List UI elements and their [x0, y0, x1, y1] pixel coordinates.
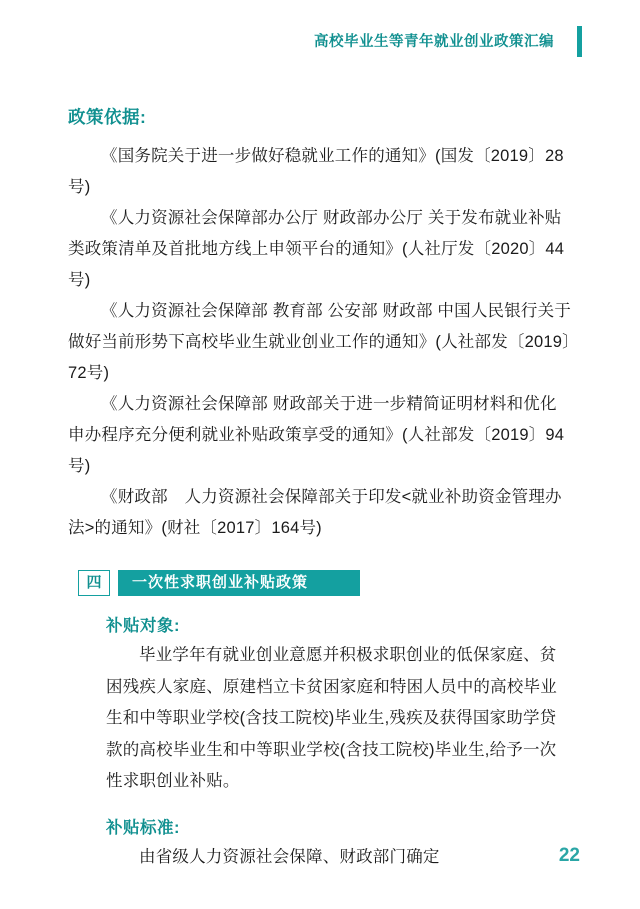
page-header [0, 30, 640, 64]
chapter-number: 四 [78, 570, 110, 596]
policy-basis-item: 《人力资源社会保障部 财政部关于进一步精简证明材料和优化申办程序充分便利就业补贴政策享受的通知》(人社部发〔2019〕94号) [68, 395, 565, 475]
subsection-text: 由省级人力资源社会保障、财政部门确定 [139, 847, 440, 866]
subsection-text: 毕业学年有就业创业意愿并积极求职创业的低保家庭、贫困残疾人家庭、原建档立卡贫困家庭和特困人员中的高校毕业生和中等职业学校(含技工院校)毕业生,残疾及获得国家助学贷款的高校毕业生和中等职业学校(含技工院校)毕业生,给予一次性求职创业补贴。 [106, 646, 557, 790]
page-number: 22 [558, 845, 580, 866]
policy-basis-item: 《财政部 人力资源社会保障部关于印发<就业补助资金管理办法>的通知》(财社〔2017〕164号) [68, 488, 562, 537]
subsection-body-standard [106, 842, 558, 874]
subsection-title-eligibility: 补贴对象: [106, 617, 180, 635]
header-accent-bar [577, 26, 582, 57]
chapter-header [68, 570, 572, 596]
chapter-title: 一次性求职创业补贴政策 [132, 574, 309, 591]
header-title: 高校毕业生等青年就业创业政策汇编 [314, 34, 554, 50]
policy-basis-heading: 政策依据: [68, 107, 147, 127]
subsection-title-standard: 补贴标准: [106, 818, 180, 837]
policy-basis-item: 《人力资源社会保障部 教育部 公安部 财政部 中国人民银行关于做好当前形势下高校毕业生就业创业工作的通知》(人社部发〔2019〕72号) [68, 302, 572, 382]
page-content [68, 104, 572, 873]
policy-basis-item: 《人力资源社会保障部办公厅 财政部办公厅 关于发布就业补贴类政策清单及首批地方线上申领平台的通知》(人社厅发〔2020〕44号) [68, 209, 565, 289]
subsection-body-eligibility [106, 640, 558, 798]
policy-basis-item: 《国务院关于进一步做好稳就业工作的通知》(国发〔2019〕28号) [68, 147, 564, 196]
